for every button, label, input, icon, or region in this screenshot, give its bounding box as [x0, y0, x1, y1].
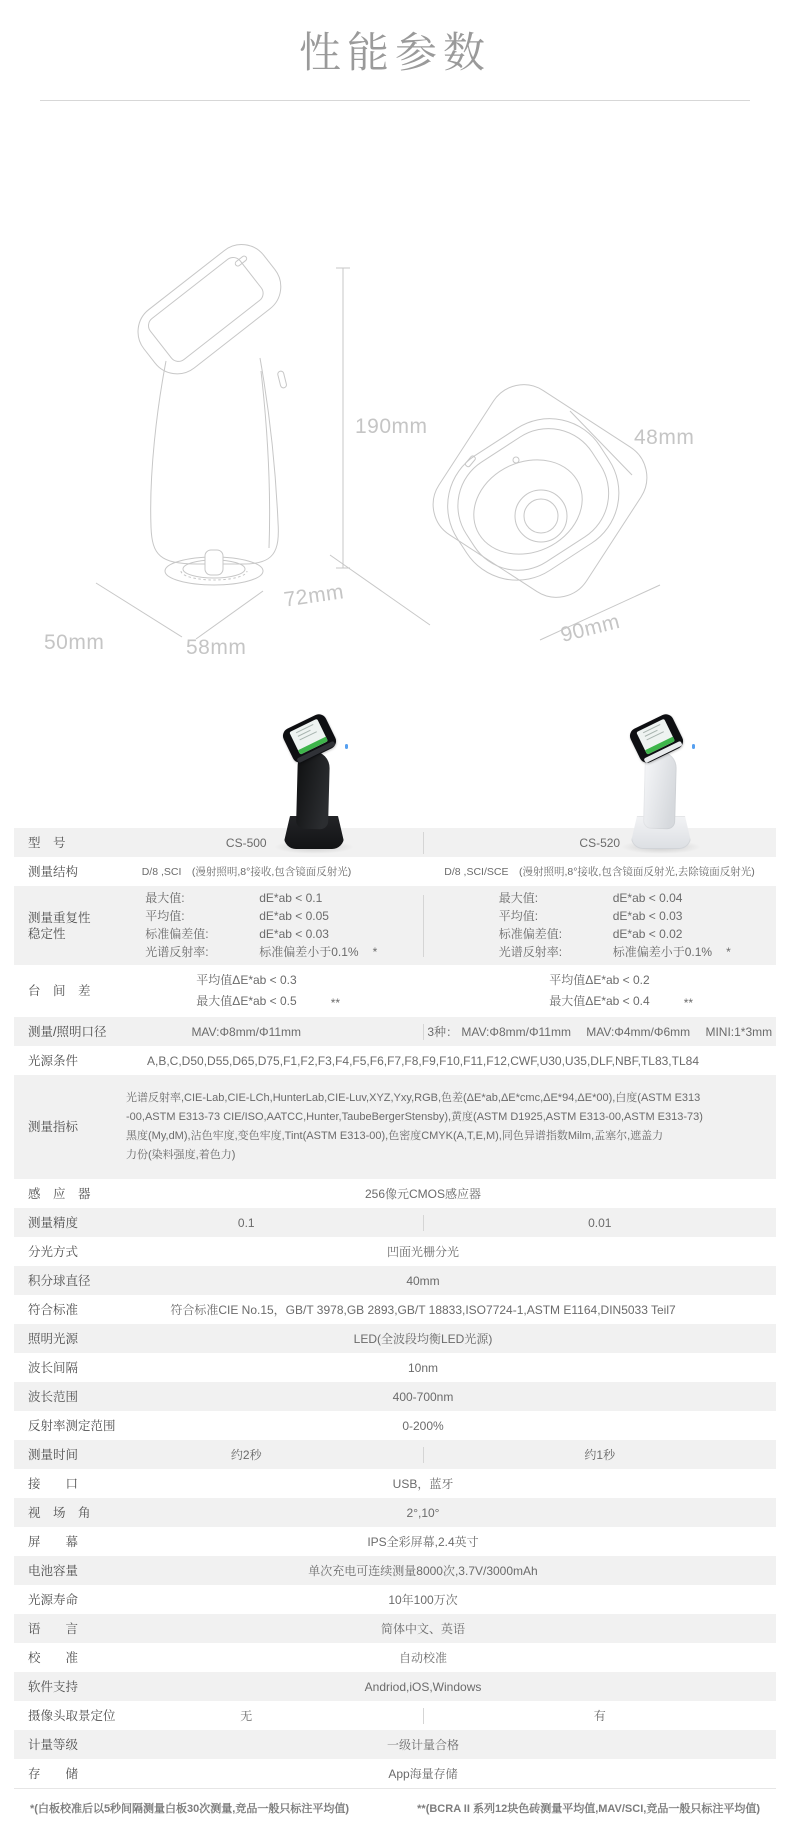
row-value-text: LED(全波段均衡LED光源) [353, 1332, 493, 1346]
dim-dock-depth-label: 72mm [282, 580, 346, 612]
screen-green-bar [645, 737, 675, 755]
row-label [28, 1119, 78, 1135]
row-value-text: Andriod,iOS,Windows [364, 1679, 482, 1694]
row-label-line: 光源寿命 [28, 1592, 79, 1607]
row-label-line: 语 言 [28, 1621, 79, 1636]
row-label-line: 积分球直径 [28, 1273, 91, 1288]
dimension-diagram [0, 103, 790, 663]
row-value-text: dE*ab < 0.1 [259, 891, 323, 905]
row-value [70, 1556, 776, 1585]
row-value [70, 1353, 776, 1382]
title-divider [40, 100, 750, 101]
row-value-text: 简体中文、英语 [380, 1622, 465, 1636]
row-value-text: IPS全彩屏幕,2.4英寸 [367, 1535, 479, 1549]
row-value [70, 1295, 776, 1324]
table-row [14, 1208, 776, 1237]
column-cell [424, 1216, 777, 1230]
footnote-left: *(白板校准后以5秒间隔测量白板30次测量,竞品一般只标注平均值) [30, 1803, 350, 1815]
row-value-text: 单次充电可连续测量8000次,3.7V/3000mAh [308, 1564, 538, 1578]
footnote-marker: * [726, 945, 731, 959]
product-photo-cs500 [279, 719, 349, 849]
row-label-line: 符合标准 [28, 1302, 79, 1317]
table-row [14, 857, 776, 886]
row-value-text: dE*ab < 0.02 [612, 927, 683, 941]
row-label [28, 1389, 78, 1405]
row-value-text: 10nm [407, 1360, 439, 1375]
row-value [70, 1411, 776, 1440]
row-value-text: CS-500 [225, 835, 267, 850]
row-value [70, 1469, 776, 1498]
row-label [28, 1534, 78, 1550]
device-screen [289, 719, 328, 755]
row-value-text: 0.1 [237, 1215, 255, 1230]
table-row [14, 1075, 776, 1179]
row-label-line: 接 口 [28, 1476, 79, 1491]
row-value-text: 标准偏差值: [145, 927, 209, 941]
table-row [14, 1179, 776, 1208]
pair-line: 平均值ΔE*ab < 0.3 [196, 973, 297, 987]
row-value-text: 约2秒 [230, 1448, 262, 1462]
row-label [28, 1679, 78, 1695]
footnote-marker: * [372, 945, 378, 959]
row-value [70, 970, 776, 1012]
dim-line-dock-depth [330, 555, 430, 625]
column-cell [70, 1446, 423, 1463]
spec-table [14, 828, 776, 1788]
table-row [14, 1324, 776, 1353]
row-value-text: 无 [240, 1709, 253, 1723]
row-label-line: 校 准 [28, 1650, 79, 1665]
column-cell [70, 890, 423, 961]
table-row [14, 1643, 776, 1672]
device-outline [127, 233, 292, 385]
row-value-text: D/8 ,SCI/SCE (漫射照明,8°接收,包含镜面反射光,去除镜面反射光) [444, 866, 755, 878]
pair-line: 最大值ΔE*ab < 0.4 [549, 994, 650, 1008]
row-label [28, 864, 78, 880]
dim-width-label: 50mm [44, 631, 105, 654]
row-value-text: 最大值: [498, 891, 539, 905]
row-value [70, 1208, 776, 1237]
footnote-marker: ** [330, 996, 341, 1010]
column-cell [70, 836, 423, 850]
footnote-marker: ** [683, 996, 694, 1010]
column-cell [423, 864, 776, 879]
row-label [28, 910, 91, 942]
table-row [14, 1353, 776, 1382]
column-cell [70, 1216, 423, 1230]
row-value [70, 1498, 776, 1527]
row-label-line: 测量时间 [28, 1447, 79, 1462]
row-label [28, 1737, 78, 1753]
table-row [14, 1614, 776, 1643]
row-label [28, 835, 66, 851]
row-value [70, 1237, 776, 1266]
row-value [70, 1382, 776, 1411]
row-label-line: 光源条件 [28, 1053, 79, 1068]
row-label-line: 测量指标 [28, 1120, 79, 1134]
pair-block [196, 970, 341, 1012]
stats-block [499, 890, 731, 961]
row-label [28, 1360, 78, 1376]
row-value [70, 1324, 776, 1353]
row-label [28, 1418, 116, 1434]
row-value [70, 1046, 776, 1075]
table-row [14, 1527, 776, 1556]
row-value-text: dE*ab < 0.05 [259, 909, 329, 923]
column-cell [70, 864, 423, 879]
row-label [28, 1331, 78, 1347]
column-cell [424, 1707, 777, 1724]
row-value [70, 1614, 776, 1643]
row-value-text: CS-520 [579, 835, 621, 850]
row-value-text: 符合标准CIE No.15，GB/T 3978,GB 2893,GB/T 18833,ISO7724-1,ASTM E1164,DIN5033 Teil7 [170, 1303, 676, 1317]
table-row [14, 1411, 776, 1440]
row-value [70, 1440, 776, 1469]
row-value-text: 标准偏差小于0.1% * [612, 945, 731, 959]
row-value-text: 2°,10° [406, 1505, 440, 1520]
row-value-text: dE*ab < 0.03 [259, 927, 329, 941]
row-value-text: 256像元CMOS感应器 [364, 1187, 482, 1201]
row-value-text: 标准偏差小于0.1% * [259, 945, 378, 959]
row-label-line: 波长范围 [28, 1389, 79, 1404]
row-label [28, 983, 91, 999]
row-label-line: 波长间隔 [28, 1360, 79, 1375]
dim-dock-width-label: 90mm [558, 609, 623, 647]
row-label-line: 感 应 器 [28, 1186, 91, 1201]
table-row [14, 1046, 776, 1075]
row-label-line: 电池容量 [28, 1563, 79, 1578]
table-row [14, 1672, 776, 1701]
footnote-right: **(BCRA II 系列12块色砖测量平均值,MAV/SCI,竞品一般只标注平均值) [417, 1803, 760, 1815]
pair-block [549, 970, 694, 1012]
row-label-line: 软件支持 [28, 1679, 79, 1694]
row-value-text: 最大值: [145, 891, 185, 905]
row-label-line: 照明光源 [28, 1331, 79, 1346]
row-label [28, 1186, 91, 1202]
row-value-text: 10年100万次 [388, 1593, 458, 1607]
row-label [28, 1766, 78, 1782]
row-value-text: A,B,C,D50,D55,D65,D75,F1,F2,F3,F4,F5,F6,F7,F8,F9,F10,F11,F12,CWF,U30,U35,DLF,NBF,TL83,TL84 [147, 1053, 699, 1068]
row-label [28, 1447, 78, 1463]
row-label-line: 测量/照明口径 [28, 1024, 107, 1039]
row-value-text: D/8 ,SCI (漫射照明,8°接收,包含镜面反射光) [141, 866, 352, 878]
row-label-line: 稳定性 [28, 926, 66, 941]
row-label-line: 计量等级 [28, 1737, 79, 1752]
row-label [28, 1024, 106, 1040]
row-value [70, 1759, 776, 1788]
row-value-text: 凹面光栅分光 [386, 1245, 459, 1259]
para-line: 黑度(My,dM),沾色牢度,变色牢度,Tint(ASTM E313-00),色密度CMYK(A,T,E,M),同色异谱指数Milm,孟塞尔,遮盖力 [126, 1130, 664, 1142]
row-label-line: 摄像头取景定位 [28, 1708, 116, 1723]
row-value-text: 400-700nm [392, 1389, 454, 1404]
row-label-line: 分光方式 [28, 1244, 79, 1259]
table-row [14, 965, 776, 1017]
row-label [28, 1650, 78, 1666]
column-cell [70, 1707, 423, 1724]
row-value [70, 1643, 776, 1672]
row-label [28, 1505, 91, 1521]
row-value [70, 1266, 776, 1295]
table-row [14, 1556, 776, 1585]
device-head [280, 712, 338, 766]
row-label-line: 视 场 角 [28, 1505, 91, 1520]
column-cell [423, 970, 776, 1012]
table-row [14, 1498, 776, 1527]
row-label-line: 存 储 [28, 1766, 79, 1781]
row-value-text: 平均值: [145, 909, 185, 923]
row-value [70, 1730, 776, 1759]
row-value-text: MAV:Φ8mm/Φ11mm [191, 1024, 302, 1039]
table-row [14, 1440, 776, 1469]
column-cell [424, 890, 777, 961]
dim-dock-height-label: 48mm [634, 426, 695, 449]
row-value-text: USB，蓝牙 [392, 1477, 454, 1491]
table-row [14, 1295, 776, 1324]
row-value-text: 0.01 [588, 1215, 612, 1230]
row-value [70, 857, 776, 886]
device-screen [636, 719, 675, 755]
pair-line: 平均值ΔE*ab < 0.2 [549, 973, 650, 987]
dim-line-height [336, 268, 350, 568]
dim-height-label: 190mm [355, 415, 428, 438]
row-label [28, 1302, 78, 1318]
row-label-line: 型 号 [28, 835, 66, 850]
row-value-text: 标准偏差值: [498, 927, 563, 941]
table-row [14, 1237, 776, 1266]
table-row [14, 1730, 776, 1759]
row-label [28, 1592, 78, 1608]
table-row [14, 886, 776, 965]
row-label [28, 1244, 78, 1260]
column-cell [424, 836, 777, 850]
row-label-line: 屏 幕 [28, 1534, 79, 1549]
row-label-line: 测量精度 [28, 1215, 79, 1230]
row-value-text: 有 [593, 1709, 606, 1723]
table-row [14, 1017, 776, 1046]
stats-block [145, 890, 377, 961]
row-value [70, 1017, 776, 1046]
row-label-line: 台 间 差 [28, 984, 91, 998]
row-value-text: 约1秒 [584, 1448, 616, 1462]
row-value [70, 1701, 776, 1730]
row-value-text: 一级计量合格 [386, 1738, 459, 1752]
row-label [28, 1215, 78, 1231]
row-value-text: 自动校准 [398, 1651, 447, 1665]
row-label [28, 1273, 91, 1289]
column-cell [424, 1446, 777, 1463]
row-label-line: 测量结构 [28, 864, 79, 879]
table-row [14, 1759, 776, 1788]
row-value-text: dE*ab < 0.04 [612, 891, 683, 905]
row-value-text: 40mm [406, 1273, 440, 1288]
row-label [28, 1708, 116, 1724]
column-cell [70, 1025, 423, 1039]
page-title: 性能参数 [298, 29, 491, 76]
column-cell [424, 1023, 777, 1040]
row-value-text: dE*ab < 0.03 [612, 909, 683, 923]
power-indicator [692, 744, 695, 749]
row-label [28, 1621, 78, 1637]
screen-green-bar [298, 737, 328, 755]
para-line: -00,ASTM E313-73 CIE/ISO,AATCC,Hunter,TaubeBergerStensby),黄度(ASTM D1925,ASTM E313-00,ASTM E313-73) [126, 1111, 703, 1123]
dim-depth-label: 58mm [186, 636, 247, 659]
row-value [70, 1585, 776, 1614]
row-value [70, 1179, 776, 1208]
footnote-divider [14, 1788, 776, 1789]
row-value [126, 1075, 768, 1179]
dim-line-depth [196, 591, 263, 639]
row-value-text: 光谱反射率: [145, 945, 209, 959]
column-cell [70, 970, 423, 1012]
table-row [14, 1382, 776, 1411]
dim-line-width [96, 583, 182, 637]
para-line: 力份(染料强度,着色力) [126, 1149, 236, 1161]
row-value-text: 0-200% [402, 1418, 444, 1433]
row-label [28, 1563, 78, 1579]
row-value [70, 1672, 776, 1701]
row-label-line: 反射率测定范围 [28, 1418, 116, 1433]
pair-line: 最大值ΔE*ab < 0.5 [196, 994, 297, 1008]
row-label [28, 1476, 78, 1492]
table-row [14, 1701, 776, 1730]
para-line: 光谱反射率,CIE-Lab,CIE-LCh,HunterLab,CIE-Luv,XYZ,Yxy,RGB,色差(ΔE*ab,ΔE*cmc,ΔE*94,ΔE*00),白度(ASTM E313 [126, 1092, 701, 1104]
row-value-text: App海量存储 [388, 1767, 458, 1781]
table-row [14, 1585, 776, 1614]
row-value [70, 890, 776, 961]
table-row [14, 1469, 776, 1498]
row-label [28, 1053, 78, 1069]
table-row [14, 1266, 776, 1295]
footnotes [0, 1800, 790, 1816]
row-value-text: 平均值: [498, 909, 539, 923]
power-indicator [345, 744, 348, 749]
product-photo-cs520 [626, 719, 696, 849]
device-head [627, 712, 685, 766]
dock-outline [419, 371, 660, 611]
row-label-line: 测量重复性 [28, 910, 91, 925]
row-value [70, 1527, 776, 1556]
row-value-text: 3种： MAV:Φ8mm/Φ11mm MAV:Φ4mm/Φ6mm MINI:1*3mm [427, 1025, 773, 1039]
row-value-text: 光谱反射率: [498, 945, 563, 959]
